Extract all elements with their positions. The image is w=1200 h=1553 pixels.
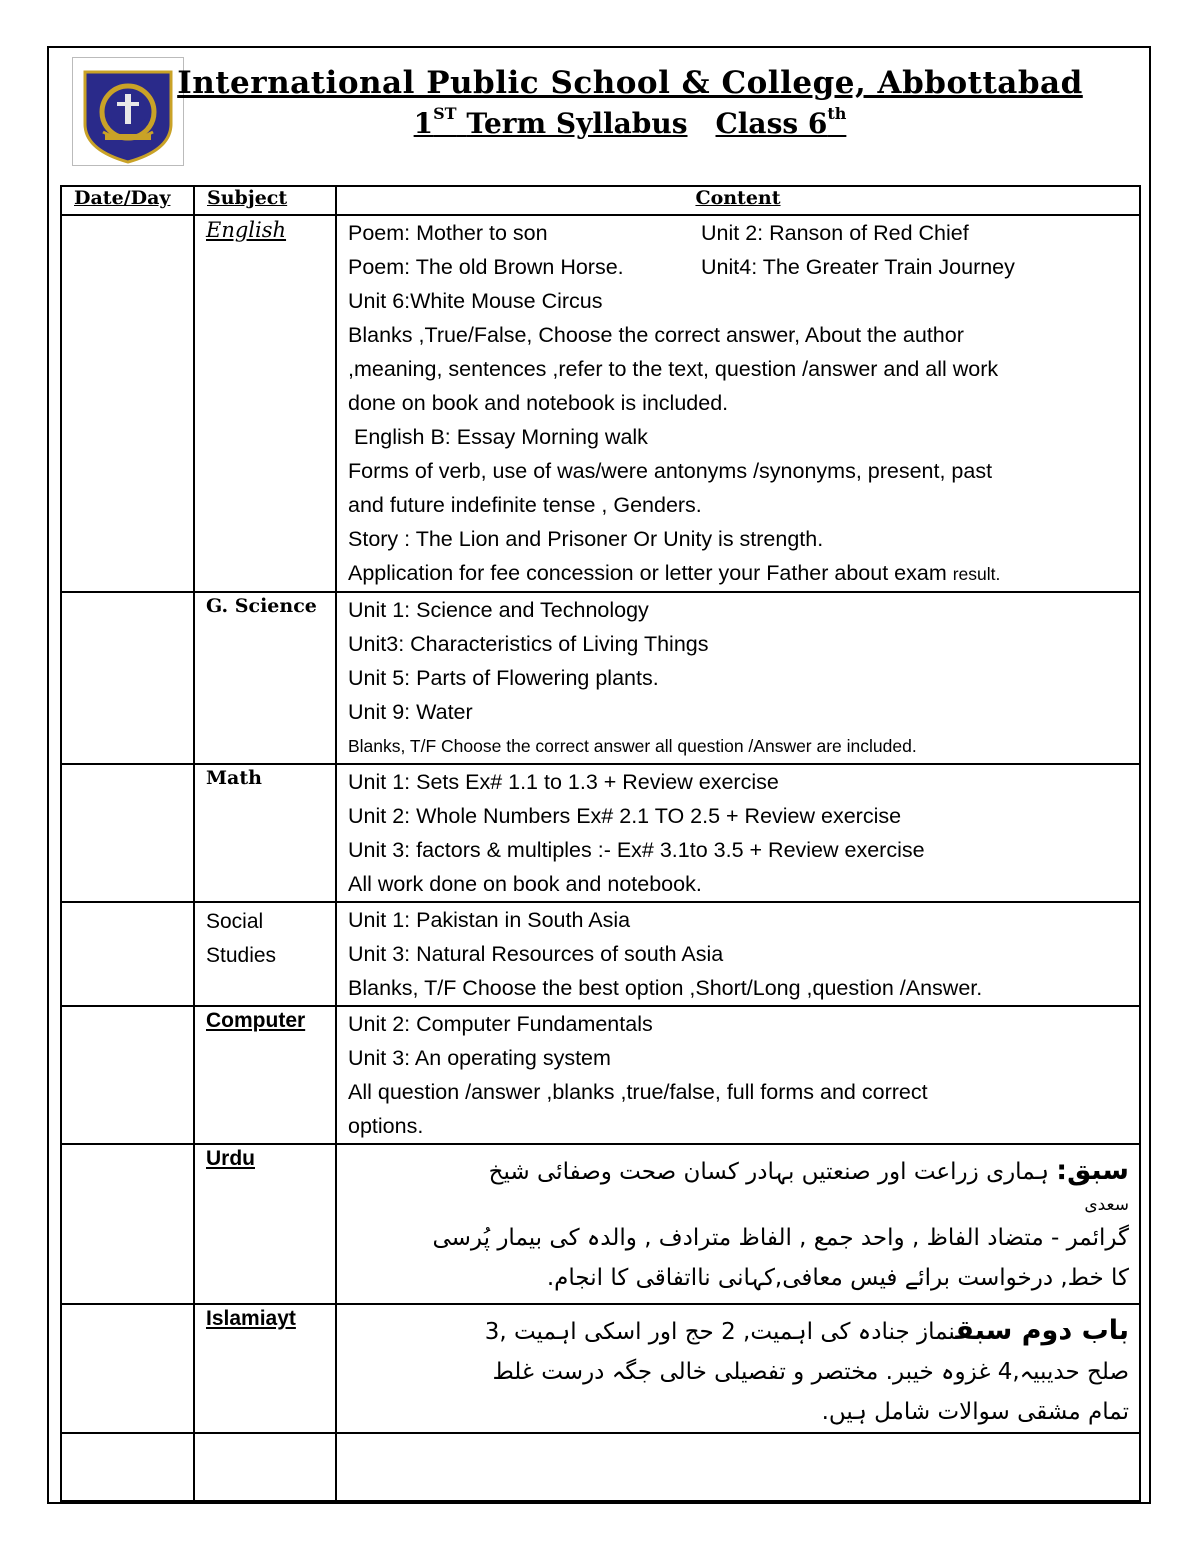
date-cell [61, 1144, 194, 1304]
subject-cell [194, 1304, 336, 1433]
content-line: Unit 5: Parts of Flowering plants. [348, 666, 659, 690]
content-line: Blanks, T/F Choose the correct answer all question /Answer are included. [348, 736, 917, 756]
term-label: Term Syllabus [466, 107, 688, 140]
subject-science: G. Science [206, 595, 317, 617]
content-line: سعدی [1084, 1195, 1129, 1215]
subject-computer: Computer [206, 1009, 306, 1032]
content-cell [336, 592, 1140, 764]
content-line: Unit 3: factors & multiples :- Ex# 3.1to 3.5 + Review exercise [348, 838, 925, 862]
science-content [337, 593, 1139, 763]
header-subject: Subject [194, 186, 336, 215]
content-line: کا خط, درخواست برائے فیس معافی,کہانی نااتفاقی کا انجام. [546, 1265, 1129, 1291]
subject-math: Math [206, 767, 262, 789]
urdu-heading: سبق: [1056, 1155, 1129, 1186]
content-line: Unit4: The Greater Train Journey [701, 255, 1015, 279]
content-line: Unit 9: Water [348, 700, 473, 724]
content-text: ہماری زراعت اور صنعتیں بہادر کسان صحت وصفائی شیخ [488, 1159, 1057, 1185]
english-content [337, 216, 1139, 591]
table-row [61, 764, 1140, 902]
islamiat-content [337, 1305, 1139, 1432]
content-line: Unit 3: Natural Resources of south Asia [348, 942, 724, 966]
table-row [61, 902, 1140, 1006]
date-cell [61, 215, 194, 592]
date-cell [61, 1433, 194, 1501]
subject-cell [194, 1144, 336, 1304]
content-text: نماز جنادہ کی اہمیت, 2 حج اور اسکی اہمیت ,3 [484, 1319, 956, 1345]
subject-urdu: Urdu [206, 1147, 255, 1170]
date-cell [61, 1304, 194, 1433]
content-line: ,meaning, sentences ,refer to the text, question /answer and all work [348, 357, 999, 381]
computer-content [337, 1007, 1139, 1143]
table-row [61, 592, 1140, 764]
content-line: Blanks ,True/False, Choose the correct answer, About the author [348, 323, 964, 347]
class-suffix: th [827, 104, 847, 123]
content-line: تمام مشقی سوالات شامل ہیں. [821, 1399, 1129, 1425]
content-line: Unit 1: Pakistan in South Asia [348, 908, 631, 932]
content-line: گرائمر - متضاد الفاظ , واحد جمع , الفاظ مترادف , والدہ کی بیمار پُرسی [432, 1225, 1129, 1251]
school-title: International Public School & College, Abbottabad [177, 65, 1083, 101]
table-row [61, 1144, 1140, 1304]
urdu-content [337, 1145, 1139, 1298]
syllabus-table [60, 185, 1141, 1502]
content-line: Unit3: Characteristics of Living Things [348, 632, 709, 656]
content-line: done on book and notebook is included. [348, 391, 729, 415]
date-cell [61, 902, 194, 1006]
subject-line: Social [206, 910, 264, 933]
content-line: Blanks, T/F Choose the best option ,Short/Long ,question /Answer. [348, 976, 983, 1000]
content-line: All question /answer ,blanks ,true/false, full forms and correct [348, 1080, 928, 1104]
content-line: Story : The Lion and Prisoner Or Unity is strength. [348, 527, 824, 551]
islamiat-heading: باب دوم سبق [955, 1315, 1129, 1346]
content-line: English B: Essay Morning walk [348, 425, 648, 449]
table-row [61, 215, 1140, 592]
subject-cell [194, 1433, 336, 1501]
content-line [348, 556, 1129, 591]
table-row-empty [61, 1433, 1140, 1501]
content-line: صلح حدیبیہ,4 غزوہ خیبر. مختصر و تفصیلی خالی جگہ درست غلط [492, 1359, 1129, 1385]
subject-english: English [206, 218, 287, 242]
subject-cell [194, 1006, 336, 1144]
table-header-row [61, 186, 1140, 215]
table-row [61, 1304, 1140, 1433]
content-line: options. [348, 1114, 424, 1138]
class-label: Class 6 [715, 107, 828, 140]
subject-cell [194, 764, 336, 902]
content-line: Forms of verb, use of was/were antonyms /synonyms, present, past [348, 459, 993, 483]
social-content [337, 903, 1139, 1005]
table-row [61, 1006, 1140, 1144]
list-item [348, 216, 1129, 250]
term-suffix: ST [433, 104, 457, 123]
content-text: Application for fee concession or letter your Father about exam [348, 561, 953, 585]
content-cell [336, 215, 1140, 592]
content-line: Unit 6:White Mouse Circus [348, 289, 603, 313]
math-content [337, 765, 1139, 901]
content-line: Unit 1: Science and Technology [348, 598, 649, 622]
content-line: Unit 3: An operating system [348, 1046, 611, 1070]
subject-islamiat: Islamiayt [206, 1307, 296, 1330]
header-date: Date/Day [61, 186, 194, 215]
subject-line: Studies [206, 944, 277, 967]
content-cell [336, 1433, 1140, 1501]
content-cell [336, 1006, 1140, 1144]
date-cell [61, 592, 194, 764]
content-line: Unit 2: Whole Numbers Ex# 2.1 TO 2.5 + Review exercise [348, 804, 902, 828]
content-line: Unit 2: Computer Fundamentals [348, 1012, 653, 1036]
subject-cell [194, 902, 336, 1006]
subject-cell [194, 592, 336, 764]
term-number: 1 [413, 107, 434, 140]
content-line [353, 1311, 1129, 1352]
date-cell [61, 1006, 194, 1144]
content-line: Poem: Mother to son [348, 221, 548, 245]
content-line: Poem: The old Brown Horse. [348, 255, 624, 279]
subject-cell [194, 215, 336, 592]
content-line: All work done on book and notebook. [348, 872, 702, 896]
content-cell [336, 902, 1140, 1006]
header-content: Content [336, 186, 1140, 215]
content-cell [336, 1144, 1140, 1304]
content-cell [336, 764, 1140, 902]
content-line: and future indefinite tense , Genders. [348, 493, 702, 517]
content-line [353, 1151, 1129, 1192]
content-text: result. [952, 564, 1001, 584]
content-line: Unit 1: Sets Ex# 1.1 to 1.3 + Review exercise [348, 770, 779, 794]
syllabus-subtitle [160, 104, 1100, 144]
date-cell [61, 764, 194, 902]
content-cell [336, 1304, 1140, 1433]
subject-social-studies [195, 903, 335, 973]
list-item [348, 250, 1129, 284]
content-line: Unit 2: Ranson of Red Chief [701, 221, 969, 245]
